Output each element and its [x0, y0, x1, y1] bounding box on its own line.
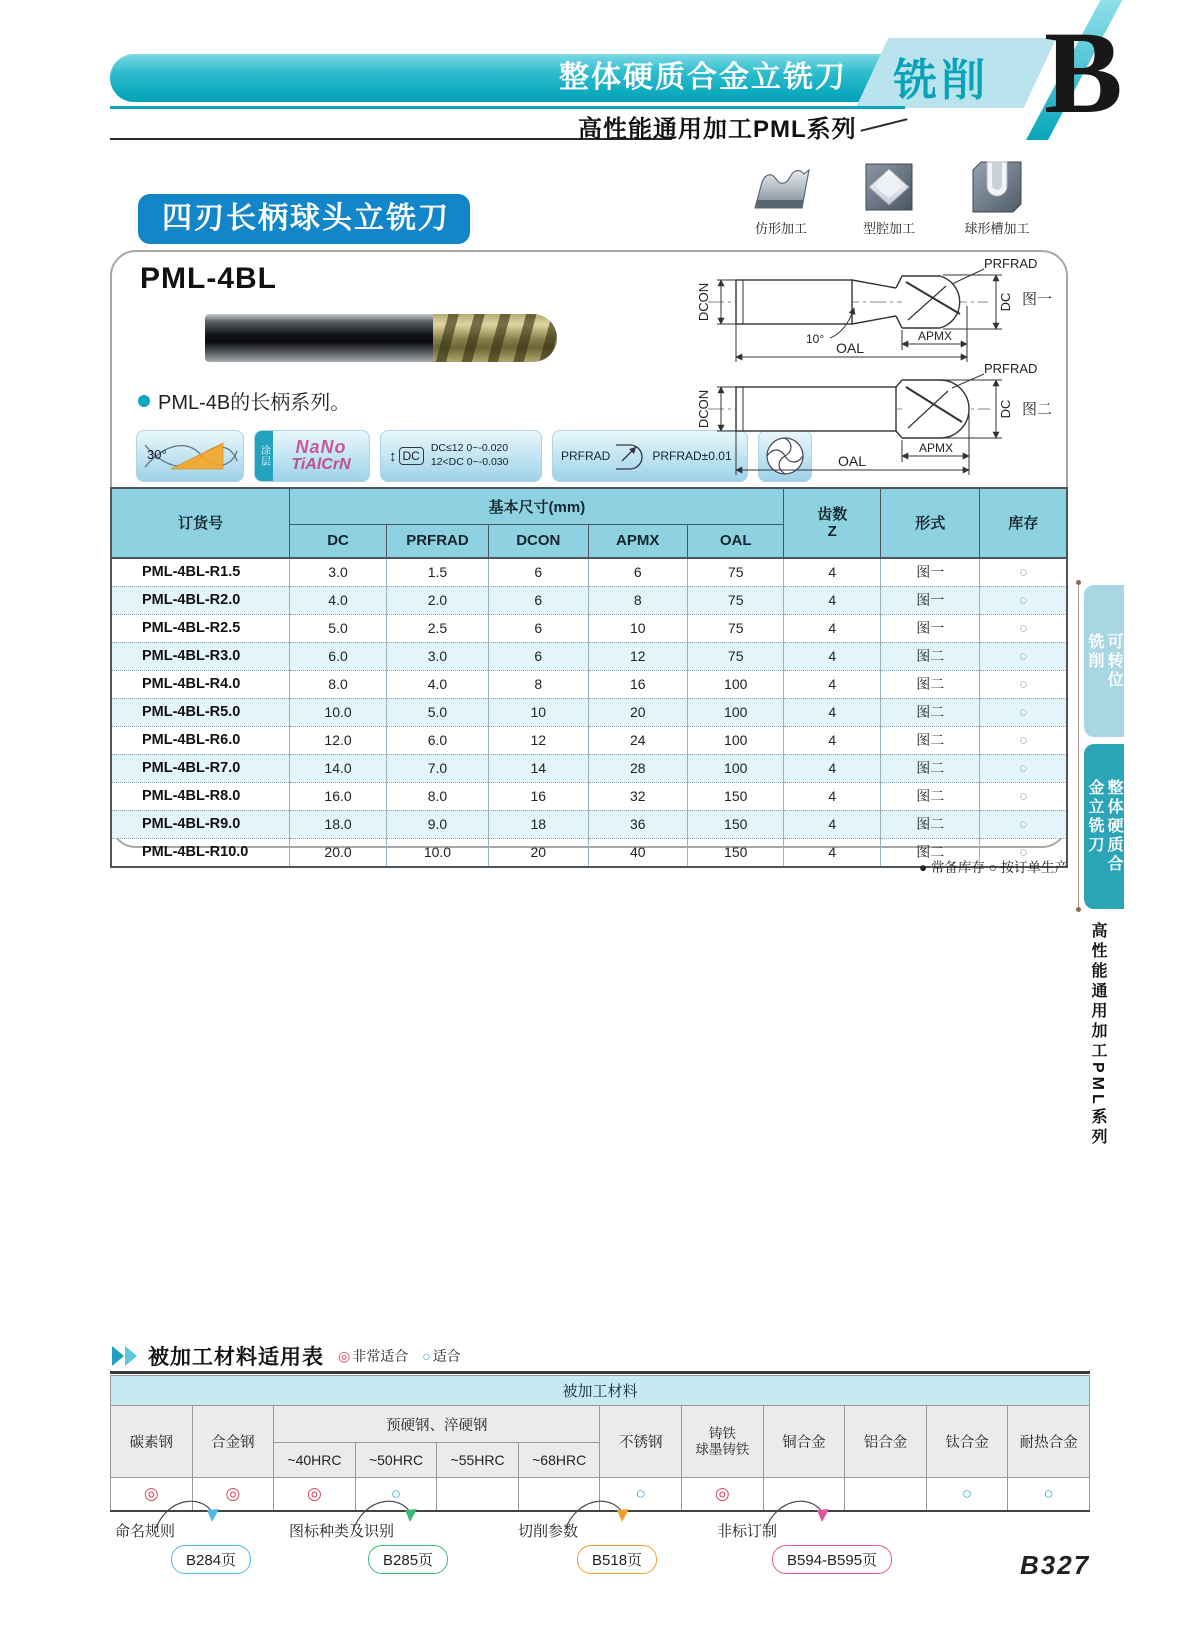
col-header-prfrad: PRFRAD — [386, 524, 488, 558]
value-cell: 10.0 — [386, 838, 488, 867]
rating-cell: ◎ — [274, 1478, 356, 1512]
prfrad-symbol: PRFRAD — [561, 449, 611, 463]
value-cell: 6 — [588, 558, 687, 587]
value-cell: 28 — [588, 754, 687, 782]
value-cell: 4 — [784, 670, 881, 698]
series-title: 高性能通用加工PML系列 — [578, 116, 857, 143]
value-cell: 4 — [784, 614, 881, 642]
value-cell: 2.5 — [386, 614, 488, 642]
stock-cell: ○ — [980, 810, 1067, 838]
table-row — [111, 754, 1067, 782]
table-row — [111, 782, 1067, 810]
value-cell: 4 — [784, 754, 881, 782]
col-header-stock: 库存 — [980, 488, 1067, 558]
rating-cell: ○ — [355, 1478, 437, 1512]
value-cell: 4 — [784, 838, 881, 867]
product-description — [138, 386, 350, 415]
material-col-stainless: 不锈钢 — [600, 1406, 682, 1478]
col-header-order-no: 订货号 — [111, 488, 290, 558]
prfrad-tolerance-value: PRFRAD±0.01 — [652, 449, 732, 463]
teeth-label: 齿数 — [817, 505, 848, 523]
table-row — [111, 614, 1067, 642]
order-no-cell: PML-4BL-R9.0 — [111, 810, 290, 838]
link-label-cutting-params: 切削参数 — [518, 1523, 579, 1540]
table-row — [111, 558, 1067, 587]
value-cell: 4 — [784, 586, 881, 614]
value-cell: 36 — [588, 810, 687, 838]
material-col-hrc40: ~40HRC — [274, 1443, 356, 1478]
value-cell: 20 — [588, 698, 687, 726]
value-cell: 4 — [784, 698, 881, 726]
value-cell: 10 — [489, 698, 588, 726]
machining-method-label: 球形槽加工 — [964, 221, 1030, 236]
tool-flutes — [433, 314, 557, 362]
good-symbol: ○ — [422, 1348, 431, 1364]
product-photo — [205, 314, 557, 362]
product-model: PML-4BL — [140, 262, 277, 295]
stock-cell: ○ — [980, 586, 1067, 614]
stock-cell: ○ — [980, 782, 1067, 810]
material-col-prehardened-group: 预硬钢、淬硬钢 — [274, 1406, 600, 1443]
dim-label-prfrad: PRFRAD — [984, 256, 1038, 271]
value-cell: 14.0 — [290, 754, 387, 782]
material-col-heat-resistant: 耐热合金 — [1008, 1406, 1090, 1478]
description-text: PML-4B的长柄系列。 — [158, 392, 351, 414]
value-cell: 4.0 — [290, 586, 387, 614]
value-cell: 40 — [588, 838, 687, 867]
diagram-fig1 — [690, 256, 1060, 366]
materials-section-header — [110, 1341, 461, 1371]
value-cell: 4 — [784, 782, 881, 810]
machining-method-ball-groove — [958, 160, 1036, 237]
cast-iron-line2: 球墨铸铁 — [695, 1441, 750, 1457]
value-cell: 10.0 — [290, 698, 387, 726]
value-cell: 75 — [687, 586, 784, 614]
dim-label-angle: 10° — [806, 332, 825, 346]
value-cell: 18 — [489, 810, 588, 838]
dim-label-dc: DC — [998, 292, 1013, 312]
spec-table — [110, 487, 1068, 868]
order-no-cell: PML-4BL-R2.0 — [111, 586, 290, 614]
curved-arrow-icon — [150, 1494, 224, 1539]
sidebar-series-label: 高性能通用加工PML系列 — [1089, 922, 1106, 1148]
banner-title: 整体硬质合金立铣刀 — [559, 61, 847, 94]
order-no-cell: PML-4BL-R4.0 — [111, 670, 290, 698]
rating-cell — [845, 1478, 927, 1512]
value-cell: 3.0 — [290, 558, 387, 587]
materials-divider — [110, 1371, 1090, 1374]
material-col-alloy-steel: 合金钢 — [192, 1406, 274, 1478]
value-cell: 5.0 — [386, 698, 488, 726]
tab1-text-col1: 可转位 — [1105, 632, 1122, 690]
dim-label-apmx: APMX — [917, 329, 953, 343]
link-label-custom-order: 非标订制 — [717, 1523, 778, 1540]
value-cell: 10 — [588, 614, 687, 642]
value-cell: 20.0 — [290, 838, 387, 867]
value-cell: 6 — [489, 614, 588, 642]
ball-groove-icon — [969, 160, 1025, 214]
value-cell: 图二 — [881, 670, 980, 698]
rating-cell: ○ — [926, 1478, 1008, 1512]
value-cell: 12 — [588, 642, 687, 670]
value-cell: 12 — [489, 726, 588, 754]
order-no-cell: PML-4BL-R7.0 — [111, 754, 290, 782]
tab1-text-col2: 铣削 — [1086, 632, 1103, 671]
link-label-naming: 命名规则 — [115, 1523, 176, 1540]
page-ref-pill[interactable]: B285页 — [368, 1545, 448, 1574]
value-cell: 7.0 — [386, 754, 488, 782]
diagram-fig2 — [690, 362, 1060, 480]
value-cell: 3.0 — [386, 642, 488, 670]
stock-cell: ○ — [980, 754, 1067, 782]
stock-cell: ○ — [980, 614, 1067, 642]
value-cell: 75 — [687, 642, 784, 670]
coating-label-strip — [255, 430, 273, 482]
rail-dot-top — [1076, 580, 1081, 585]
value-cell: 2.0 — [386, 586, 488, 614]
rating-cell: ◎ — [111, 1478, 193, 1512]
value-cell: 图二 — [881, 642, 980, 670]
legend-excellent — [338, 1346, 408, 1366]
material-col-aluminum: 铝合金 — [845, 1406, 927, 1478]
value-cell: 150 — [687, 782, 784, 810]
stock-footnote: ● 常备库存 ○ 按订单生产 — [918, 860, 1068, 875]
sidebar-tab-indexable-milling[interactable] — [1084, 585, 1124, 737]
value-cell: 6.0 — [386, 726, 488, 754]
order-no-cell: PML-4BL-R10.0 — [111, 838, 290, 867]
table-row — [111, 586, 1067, 614]
dim-label-prfrad: PRFRAD — [984, 362, 1038, 376]
value-cell: 图二 — [881, 782, 980, 810]
table-row — [111, 670, 1067, 698]
section-letter: B — [1044, 7, 1123, 138]
value-cell: 1.5 — [386, 558, 488, 587]
value-cell: 75 — [687, 614, 784, 642]
page-ref-pill[interactable]: B284页 — [171, 1545, 251, 1574]
material-col-titanium: 钛合金 — [926, 1406, 1008, 1478]
value-cell: 4.0 — [386, 670, 488, 698]
value-cell: 图一 — [881, 558, 980, 587]
dc-tolerance-badge — [380, 430, 542, 482]
cavity-icon — [862, 160, 916, 214]
dim-label-dcon: DCON — [696, 282, 711, 322]
material-col-copper: 铜合金 — [763, 1406, 845, 1478]
value-cell: 图二 — [881, 726, 980, 754]
value-cell: 100 — [687, 698, 784, 726]
col-header-dc: DC — [290, 524, 387, 558]
fig1-caption: 图一 — [1022, 291, 1053, 308]
value-cell: 8.0 — [386, 782, 488, 810]
machining-method-icons — [742, 160, 1036, 237]
dc-tolerance-line1: DC≤12 0~-0.020 — [430, 442, 509, 455]
value-cell: 32 — [588, 782, 687, 810]
spec-table-container — [110, 487, 1068, 868]
prfrad-curve-icon — [614, 439, 648, 473]
helix-angle-badge — [136, 430, 244, 482]
order-no-cell: PML-4BL-R1.5 — [111, 558, 290, 587]
stock-cell: ○ — [980, 726, 1067, 754]
value-cell: 6 — [489, 642, 588, 670]
value-cell: 4 — [784, 558, 881, 587]
curved-arrow-icon — [348, 1494, 422, 1539]
materials-table-title: 被加工材料 — [111, 1376, 1090, 1406]
excellent-symbol: ◎ — [338, 1347, 351, 1364]
value-cell: 图二 — [881, 698, 980, 726]
cast-iron-line1: 铸铁 — [708, 1425, 736, 1441]
material-col-hrc68: ~68HRC — [518, 1443, 600, 1478]
value-cell: 150 — [687, 838, 784, 867]
value-cell: 4 — [784, 642, 881, 670]
series-rule-right — [860, 118, 907, 132]
link-label-icon-types: 图标种类及识别 — [289, 1523, 395, 1540]
sidebar-rail — [1078, 583, 1079, 909]
value-cell: 9.0 — [386, 810, 488, 838]
page-ref-pill[interactable]: B594-B595页 — [772, 1545, 892, 1574]
stock-cell: ○ — [980, 698, 1067, 726]
spec-table-body — [111, 558, 1067, 867]
value-cell: 5.0 — [290, 614, 387, 642]
tool-shank — [205, 314, 433, 362]
value-cell: 6 — [489, 558, 588, 587]
materials-table — [110, 1375, 1090, 1512]
legend-good — [422, 1346, 460, 1366]
value-cell: 14 — [489, 754, 588, 782]
col-header-form: 形式 — [881, 488, 980, 558]
product-type-badge: 四刃长柄球头立铣刀 — [138, 194, 470, 244]
tab2-text-col1: 整体硬质合 — [1105, 779, 1122, 874]
value-cell: 16.0 — [290, 782, 387, 810]
dc-tolerance-line2: 12<DC 0~-0.030 — [430, 456, 509, 468]
col-header-oal: OAL — [687, 524, 784, 558]
value-cell: 图二 — [881, 838, 980, 867]
table-row — [111, 810, 1067, 838]
order-no-cell: PML-4BL-R8.0 — [111, 782, 290, 810]
header-banner — [110, 54, 905, 102]
dim-label-oal: OAL — [837, 453, 867, 469]
table-row — [111, 726, 1067, 754]
coating-badge — [254, 430, 370, 482]
dim-label-dc: DC — [998, 399, 1013, 419]
stock-cell: ○ — [980, 558, 1067, 587]
value-cell: 图一 — [881, 614, 980, 642]
order-no-cell: PML-4BL-R3.0 — [111, 642, 290, 670]
value-cell: 6.0 — [290, 642, 387, 670]
teeth-z-label: Z — [827, 522, 837, 540]
col-header-teeth — [784, 488, 881, 558]
machining-method-profiling — [742, 160, 820, 237]
rating-cell — [437, 1478, 519, 1512]
value-cell: 图二 — [881, 810, 980, 838]
value-cell: 150 — [687, 810, 784, 838]
rating-cell: ◎ — [192, 1478, 274, 1512]
col-header-apmx: APMX — [588, 524, 687, 558]
double-chevron-icon — [110, 1344, 140, 1368]
value-cell: 图二 — [881, 754, 980, 782]
value-cell: 100 — [687, 670, 784, 698]
order-no-cell: PML-4BL-R6.0 — [111, 726, 290, 754]
table-row — [111, 642, 1067, 670]
col-header-dcon: DCON — [489, 524, 588, 558]
material-col-hrc50: ~50HRC — [355, 1443, 437, 1478]
rating-cell: ○ — [1008, 1478, 1090, 1512]
sidebar-tab-solid-carbide-endmill[interactable] — [1084, 744, 1124, 909]
materials-section-title: 被加工材料适用表 — [148, 1346, 324, 1369]
machining-method-label: 型腔加工 — [862, 221, 915, 236]
order-no-cell: PML-4BL-R5.0 — [111, 698, 290, 726]
double-arrow-icon: ↕ — [389, 447, 397, 465]
dc-symbol: DC — [399, 447, 424, 465]
value-cell: 100 — [687, 754, 784, 782]
dc-symbol-graphic — [389, 447, 424, 465]
curved-arrow-icon — [560, 1494, 634, 1539]
material-col-cast-iron — [682, 1406, 764, 1478]
order-no-cell: PML-4BL-R2.5 — [111, 614, 290, 642]
value-cell: 20 — [489, 838, 588, 867]
value-cell: 4 — [784, 810, 881, 838]
helix-angle-value: 30° — [147, 447, 167, 462]
col-header-dimensions-group: 基本尺寸(mm) — [290, 488, 784, 524]
material-col-hrc55: ~55HRC — [437, 1443, 519, 1478]
machining-method-label: 仿形加工 — [754, 221, 807, 236]
value-cell: 18.0 — [290, 810, 387, 838]
coating-label: 涂层 — [258, 445, 270, 467]
category-tab-label: 铣削 — [893, 56, 989, 105]
page-number: B327 — [1020, 1550, 1091, 1580]
machining-method-cavity — [850, 160, 928, 237]
value-cell: 4 — [784, 726, 881, 754]
table-row — [111, 698, 1067, 726]
value-cell: 6 — [489, 586, 588, 614]
value-cell: 图一 — [881, 586, 980, 614]
value-cell: 75 — [687, 558, 784, 587]
stock-cell: ○ — [980, 642, 1067, 670]
page-ref-pill[interactable]: B518页 — [577, 1545, 657, 1574]
value-cell: 16 — [588, 670, 687, 698]
rating-cell: ○ — [600, 1478, 682, 1512]
dim-label-apmx: APMX — [918, 441, 954, 455]
rail-dot-bottom — [1076, 907, 1081, 912]
material-col-carbon-steel: 碳素钢 — [111, 1406, 193, 1478]
coating-name-line2: TiAlCrN — [291, 456, 351, 474]
good-label: 适合 — [432, 1348, 461, 1364]
coating-name-line1: NaNo — [295, 437, 347, 458]
materials-table-container — [110, 1375, 1090, 1512]
value-cell: 8 — [588, 586, 687, 614]
fig2-caption: 图二 — [1022, 401, 1053, 418]
dc-tolerances — [431, 442, 509, 469]
dim-label-oal: OAL — [835, 340, 865, 356]
value-cell: 8 — [489, 670, 588, 698]
stock-cell: ○ — [980, 670, 1067, 698]
value-cell: 16 — [489, 782, 588, 810]
dim-label-dcon: DCON — [696, 389, 711, 429]
value-cell: 24 — [588, 726, 687, 754]
coating-name — [273, 438, 369, 474]
curved-arrow-icon — [760, 1494, 834, 1539]
value-cell: 8.0 — [290, 670, 387, 698]
rating-cell: ◎ — [682, 1478, 764, 1512]
tab2-text-col2: 金立铣刀 — [1086, 779, 1103, 855]
excellent-label: 非常适合 — [352, 1348, 409, 1364]
stock-cell: ○ — [980, 838, 1067, 867]
value-cell: 100 — [687, 726, 784, 754]
bullet-icon — [138, 395, 150, 407]
profiling-icon — [749, 160, 813, 214]
value-cell: 12.0 — [290, 726, 387, 754]
